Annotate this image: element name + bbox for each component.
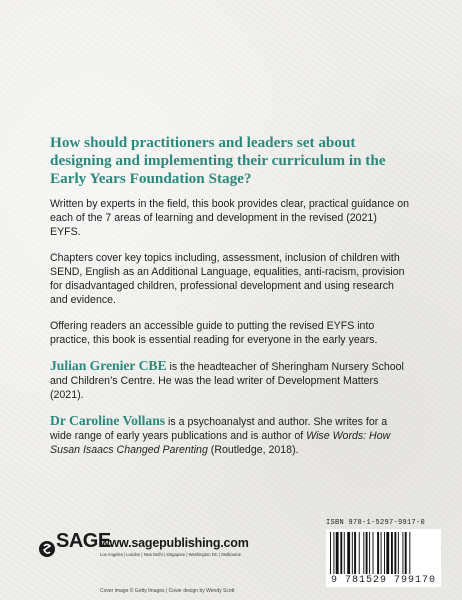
- description-paragraph-3: Offering readers an accessible guide to putting the revised EYFS into practice, this book is essential reading for everyone in the early years.: [50, 320, 378, 346]
- author-name-caroline: Dr Caroline Vollans: [50, 413, 166, 428]
- author-bio-text-julian: is the headteacher of Sheringham Nursery School and Children’s Centre. He was the lead writer of Development Matters (2021).: [50, 361, 404, 401]
- barcode-digits: 9 781529 799170: [330, 575, 436, 586]
- author-bio-text-caroline-end: (Routledge, 2018).: [207, 444, 299, 456]
- description-paragraph-1: Written by experts in the field, this book provides clear, practical guidance on each of the 7 areas of learning and development in the revised (2021) EYFS.: [50, 198, 410, 238]
- barcode: [326, 529, 441, 587]
- isbn-label: ISBN 978-1-5297-9917-0: [326, 519, 426, 527]
- sage-logo-text: SAGE: [56, 530, 111, 552]
- isbn-block: [326, 519, 441, 587]
- publisher-url: www.sagepublishing.com: [100, 536, 249, 550]
- back-cover-text: [50, 134, 410, 469]
- author-bio-text-caroline: is a psychoanalyst and author. She writes for a wide range of early years publications and is author of: [50, 416, 388, 442]
- publisher-cities: Los Angeles | London | New Delhi | Singapore | Washington DC | Melbourne: [100, 552, 241, 557]
- barcode-bars: [330, 532, 437, 574]
- headline: How should practitioners and leaders set about designing and implementing their curriculum in the Early Years Foundation Stage?: [50, 134, 386, 187]
- book-title-wise-words: Wise Words: How Susan Isaacs Changed Parenting: [50, 430, 391, 456]
- author-bio-julian: [50, 359, 410, 402]
- author-bio-caroline: [50, 414, 410, 457]
- author-name-julian: Julian Grenier CBE: [50, 358, 167, 373]
- description-paragraph-2: Chapters cover key topics including, assessment, inclusion of children with SEND, English as an Additional Language, equalities, anti-racism, provision for disadvantaged children, professional development and using research and evidence.: [50, 252, 405, 306]
- cover-credits: Cover image © Getty Images | Cover design by Wendy Scott: [100, 588, 235, 594]
